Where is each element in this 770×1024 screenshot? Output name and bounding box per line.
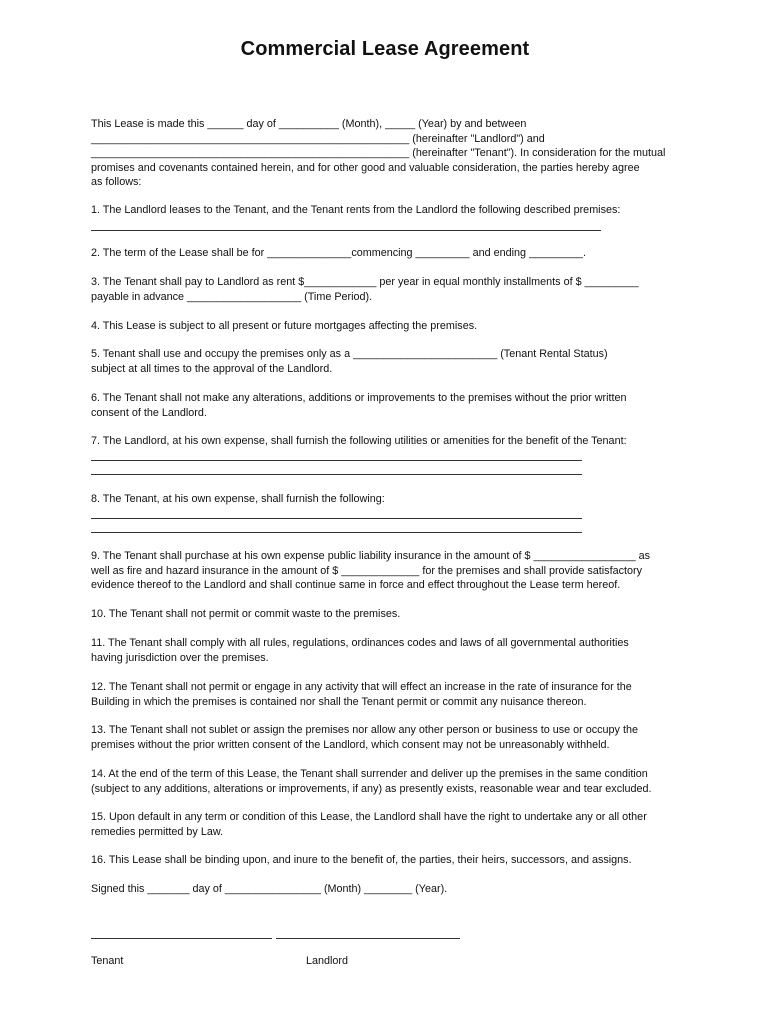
clause-line: 4. This Lease is subject to all present or future mortgages affecting the premises. [91, 320, 478, 332]
tenant-signature-rule [91, 938, 272, 939]
clause-16 [91, 853, 691, 868]
intro-paragraph [91, 117, 691, 190]
document-title: Commercial Lease Agreement [240, 38, 530, 60]
clause-5 [91, 347, 691, 376]
utilities-rule-2 [91, 474, 582, 475]
clause-10 [91, 607, 691, 622]
clause-line: 10. The Tenant shall not permit or commit waste to the premises. [91, 608, 401, 620]
clause-11 [91, 636, 691, 665]
landlord-signature-rule [276, 938, 460, 939]
clause-line: 1. The Landlord leases to the Tenant, and the Tenant rents from the Landlord the following described premises: [91, 204, 621, 216]
clause-7 [91, 434, 691, 449]
clause-line: 14. At the end of the term of this Lease, the Tenant shall surrender and deliver up the premises in the same condition [91, 768, 648, 780]
clause-line: 3. The Tenant shall pay to Landlord as rent $____________ per year in equal monthly installments of $ _________ [91, 276, 639, 288]
clause-line: Building in which the premises is contained nor shall the Tenant permit or commit any nuisance thereon. [91, 695, 587, 708]
clause-line: having jurisdiction over the premises. [91, 651, 269, 664]
clause-12 [91, 680, 691, 709]
intro-line: _____________________________________________________ (hereinafter "Tenant"). In consideration for the mutual [91, 147, 666, 160]
intro-line: promises and covenants contained herein, and for other good and valuable consideration, the parties hereby agree [91, 161, 640, 174]
clause-1 [91, 203, 691, 218]
signed-line [91, 882, 691, 897]
intro-line: _____________________________________________________ (hereinafter "Landlord") and [91, 132, 545, 145]
clause-6 [91, 391, 691, 420]
clause-line: 9. The Tenant shall purchase at his own expense public liability insurance in the amount of $ _________________ as [91, 550, 651, 562]
clause-line: payable in advance ___________________ (Time Period). [91, 290, 373, 303]
clause-line: 6. The Tenant shall not make any alterations, additions or improvements to the premises without the prior written [91, 392, 627, 404]
tenant-furnish-rule-2 [91, 532, 582, 533]
clause-14 [91, 767, 691, 796]
clause-line: 7. The Landlord, at his own expense, shall furnish the following utilities or amenities for the benefit of the Tenant: [91, 435, 627, 447]
signed-date-line: Signed this _______ day of ________________ (Month) ________ (Year). [91, 883, 448, 895]
clause-line: evidence thereof to the Landlord and shall continue same in force and effect throughout the Lease term hereof. [91, 579, 621, 592]
clause-line: subject at all times to the approval of the Landlord. [91, 362, 333, 375]
intro-line: as follows: [91, 176, 142, 189]
landlord-signature-label: Landlord [306, 955, 349, 967]
tenant-signature-label: Tenant [91, 955, 124, 967]
clause-line: 16. This Lease shall be binding upon, and inure to the benefit of, the parties, their heirs, successors, and assigns. [91, 854, 632, 866]
tenant-furnish-rule-1 [91, 518, 582, 519]
clause-line: 13. The Tenant shall not sublet or assign the premises nor allow any other person or business to use or occupy the [91, 724, 638, 736]
clause-line: 8. The Tenant, at his own expense, shall furnish the following: [91, 493, 385, 505]
clause-13 [91, 723, 691, 752]
clause-line: consent of the Landlord. [91, 406, 207, 419]
clause-line: 11. The Tenant shall comply with all rules, regulations, ordinances codes and laws of all governmental authorities [91, 637, 629, 649]
clause-8 [91, 492, 691, 507]
clause-line: 5. Tenant shall use and occupy the premises only as a ________________________ (Tenant Rental Status) [91, 348, 608, 360]
premises-description-rule [91, 230, 601, 231]
intro-line: This Lease is made this ______ day of __________ (Month), _____ (Year) by and between [91, 118, 527, 130]
clause-line: remedies permitted by Law. [91, 825, 224, 838]
clause-line: 12. The Tenant shall not permit or engage in any activity that will effect an increase in the rate of insurance for the [91, 681, 632, 693]
clause-line: premises without the prior written consent of the Landlord, which consent may not be unreasonably withheld. [91, 738, 610, 751]
clause-line: 2. The term of the Lease shall be for ______________commencing _________ and ending _________. [91, 247, 587, 259]
clause-4 [91, 319, 691, 334]
utilities-rule-1 [91, 460, 582, 461]
clause-15 [91, 810, 691, 839]
clause-line: 15. Upon default in any term or condition of this Lease, the Landlord shall have the right to undertake any or all other [91, 811, 647, 823]
clause-9 [91, 549, 691, 593]
clause-3 [91, 275, 691, 304]
clause-line: (subject to any additions, alterations or improvements, if any) as presently exists, reasonable wear and tear excluded. [91, 782, 652, 795]
clause-2 [91, 246, 691, 261]
clause-line: well as fire and hazard insurance in the amount of $ _____________ for the premises and shall provide satisfactory [91, 564, 642, 577]
